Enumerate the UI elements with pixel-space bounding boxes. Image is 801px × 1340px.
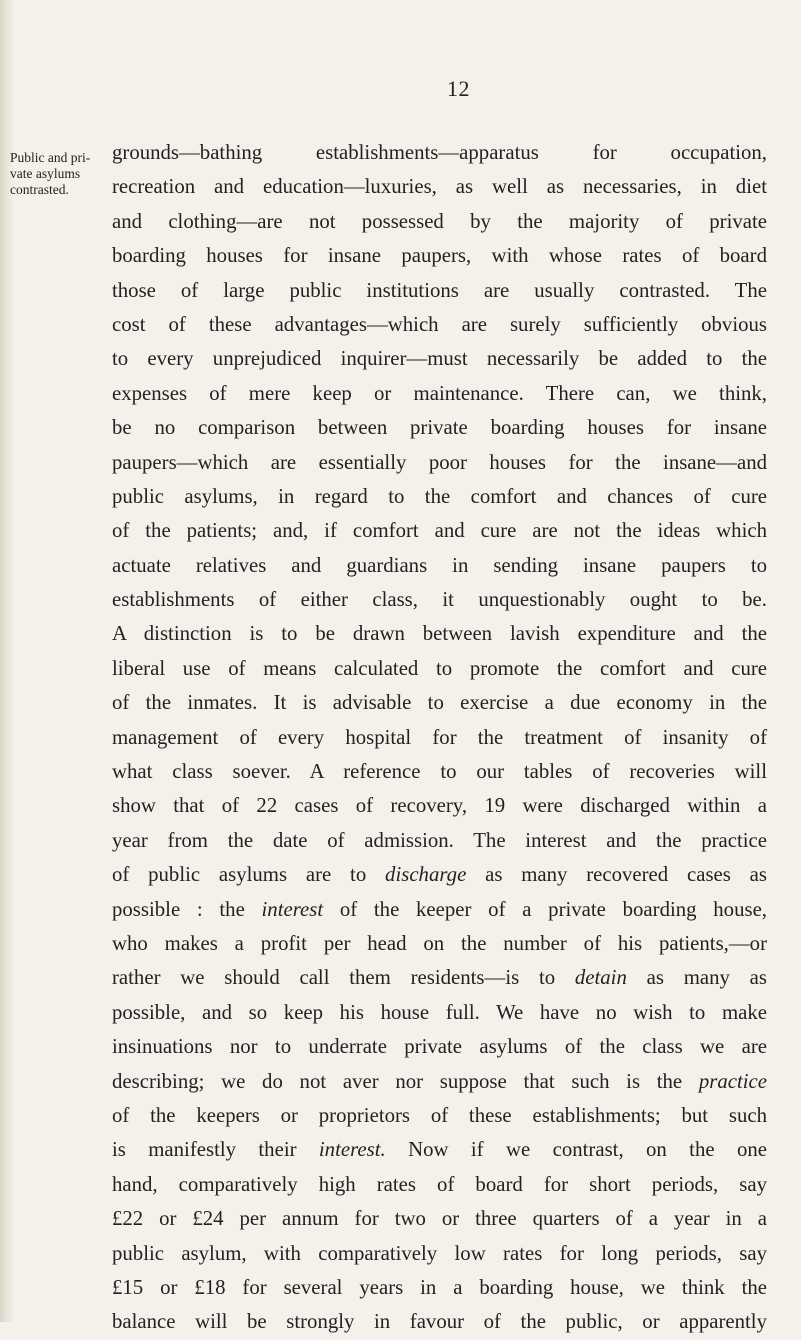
text-segment: of the keeper of a private boarding house,: [323, 897, 768, 921]
text-segment: boarding houses for insane paupers, with whose rates of board: [112, 244, 767, 268]
text-line: [112, 1065, 767, 1099]
text-segment: hand, comparatively high rates of board for short periods, say: [112, 1172, 767, 1196]
text-segment: to every unprejudiced inquirer—must necessarily be added to the: [112, 347, 767, 371]
text-line: [112, 239, 767, 273]
text-line: [112, 824, 767, 858]
text-segment: as many recovered cases as: [466, 863, 767, 887]
text-line: [112, 514, 767, 548]
text-line: [112, 1202, 767, 1236]
text-segment: liberal use of means calculated to promote the comfort and cure: [112, 656, 767, 680]
text-segment: possible, and so keep his house full. We have no wish to make: [112, 1000, 767, 1024]
text-segment: balance will be strongly in favour of the public, or apparently: [112, 1310, 767, 1334]
italic-text: interest.: [318, 1138, 386, 1162]
margin-note: [10, 150, 100, 198]
text-line: [112, 549, 767, 583]
text-segment: who makes a profit per head on the number of his patients,—or: [112, 931, 767, 955]
text-segment: paupers—which are essentially poor houses for the insane—and: [112, 450, 767, 474]
text-segment: public asylums, in regard to the comfort and chances of cure: [112, 484, 767, 508]
text-segment: of public asylums are to: [112, 863, 386, 887]
text-segment: as many as: [626, 966, 767, 990]
text-line: [112, 446, 767, 480]
text-segment: year from the date of admission. The interest and the practice: [112, 828, 767, 852]
text-line: [112, 996, 767, 1030]
text-line: [112, 961, 767, 995]
text-segment: £22 or £24 per annum for two or three quarters of a year in a: [112, 1207, 767, 1231]
text-line: [112, 721, 767, 755]
italic-text: detain: [574, 966, 627, 990]
text-segment: actuate relatives and guardians in sending insane paupers to: [112, 553, 767, 577]
page-gutter-shadow: [0, 0, 14, 1322]
text-segment: Now if we contrast, on the one: [385, 1138, 767, 1162]
text-line: [112, 1305, 767, 1339]
text-line: [112, 583, 767, 617]
text-line: [112, 136, 767, 170]
text-segment: management of every hospital for the treatment of insanity of: [112, 725, 767, 749]
text-line: [112, 755, 767, 789]
italic-text: practice: [698, 1069, 767, 1093]
margin-note-line: vate asylums: [10, 166, 81, 181]
text-segment: describing; we do not aver nor suppose that such is the: [112, 1069, 699, 1093]
italic-text: discharge: [385, 863, 467, 887]
text-segment: recreation and education—luxuries, as well as necessaries, in diet: [112, 175, 767, 199]
text-line: [112, 1030, 767, 1064]
text-segment: what class soever. A reference to our tables of recoveries will: [112, 760, 767, 784]
text-line: [112, 342, 767, 376]
text-line: [112, 789, 767, 823]
text-line: [112, 858, 767, 892]
text-segment: public asylum, with comparatively low rates for long periods, say: [112, 1241, 767, 1265]
text-segment: possible : the: [112, 897, 262, 921]
text-line: [112, 377, 767, 411]
text-segment: is manifestly their: [112, 1138, 319, 1162]
text-segment: those of large public institutions are usually contrasted. The: [112, 278, 767, 302]
margin-note-line: Public and pri-: [10, 150, 91, 165]
text-line: [112, 1271, 767, 1305]
page-number: 12: [447, 76, 470, 101]
text-line: [112, 480, 767, 514]
text-line: [112, 308, 767, 342]
text-line: [112, 617, 767, 651]
text-line: [112, 411, 767, 445]
text-line: [112, 686, 767, 720]
text-line: [112, 1133, 767, 1167]
text-line: [112, 170, 767, 204]
text-segment: insinuations nor to underrate private asylums of the class we are: [112, 1035, 767, 1059]
text-segment: expenses of mere keep or maintenance. There can, we think,: [112, 381, 767, 405]
text-segment: of the patients; and, if comfort and cure are not the ideas which: [112, 519, 767, 543]
text-line: [112, 893, 767, 927]
text-segment: £15 or £18 for several years in a boarding house, we think the: [112, 1275, 767, 1299]
text-line: [112, 927, 767, 961]
text-segment: grounds—bathing establishments—apparatus for occupation,: [112, 141, 767, 164]
italic-text: interest: [261, 897, 324, 921]
text-segment: rather we should call them residents—is to: [112, 966, 575, 990]
text-line: [112, 205, 767, 239]
text-line: [112, 652, 767, 686]
text-segment: of the inmates. It is advisable to exercise a due economy in the: [112, 691, 767, 715]
text-line: [112, 1237, 767, 1271]
text-segment: of the keepers or proprietors of these establishments; but such: [112, 1103, 767, 1127]
text-segment: cost of these advantages—which are surely sufficiently obvious: [112, 312, 767, 336]
text-segment: be no comparison between private boarding houses for insane: [112, 416, 767, 440]
text-segment: establishments of either class, it unquestionably ought to be.: [112, 588, 767, 612]
text-segment: show that of 22 cases of recovery, 19 were discharged within a: [112, 794, 767, 818]
text-line: [112, 274, 767, 308]
text-segment: and clothing—are not possessed by the majority of private: [112, 209, 767, 233]
margin-note-line: contrasted.: [10, 182, 69, 197]
body-paragraph: [112, 136, 767, 1340]
text-line: [112, 1099, 767, 1133]
text-segment: A distinction is to be drawn between lavish expenditure and the: [112, 622, 767, 646]
text-line: [112, 1168, 767, 1202]
